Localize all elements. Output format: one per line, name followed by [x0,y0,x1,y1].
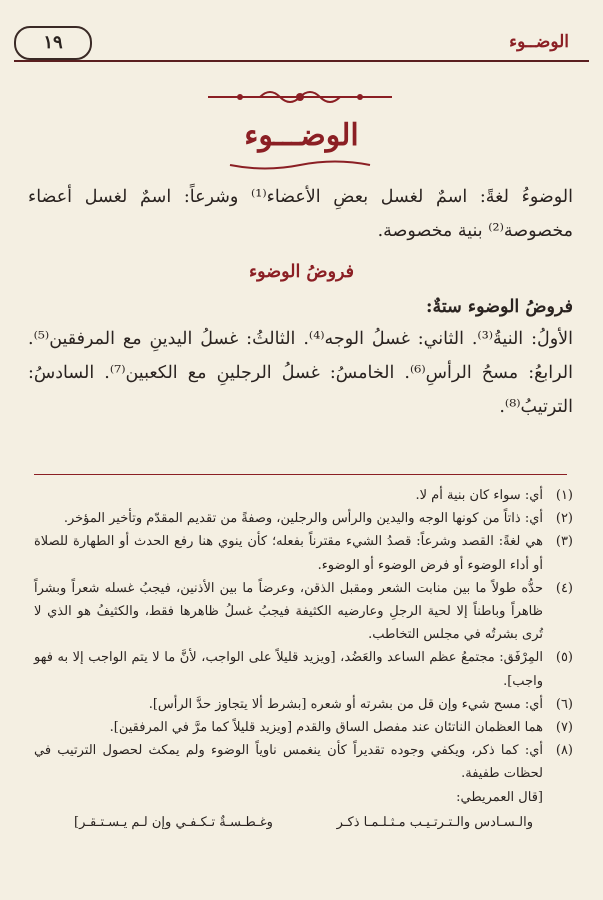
footnote-text: المِرْفَق: مجتمعُ عظم الساعد والعَضُد، [ويزيد قليلاً على الواجب، لأنَّ ما لا يتم الواجب إلا به فهو واجب]. [34,650,543,689]
footnote-number: (٤) [555,580,573,596]
page-number: ١٩ [14,26,92,60]
footnote-number: (٦) [555,696,573,712]
obligations-list: الأولُ: النيةُ⁽³⁾. الثاني: غسلُ الوجه⁽⁴⁾. الثالثُ: غسلُ اليدينِ مع المرفقين⁽⁵⁾. الرابعُ: مسحُ الرأسِ⁽⁶⁾. الخامسُ: غسلُ الرجلينِ مع الكعبين⁽⁷⁾. السادسُ: الترتيبُ⁽⁸⁾. [28,329,573,417]
footnote-item [34,739,573,785]
footnote-separator [34,474,567,475]
footnote-number: (١) [555,488,573,503]
footnote-item [34,646,573,692]
footnote-number: (٨) [555,743,573,759]
ornament-icon [200,85,400,109]
footnote-text: هما العظمان الناتئان عند مفصل الساق والقدم [ويزيد قليلاً كما مرَّ في المرفقين]. [109,720,543,736]
verse [34,811,573,834]
footnote-text: أي: مسح شيء وإن قل من بشرته أو شعره [بشرط ألا يتجاوز حدَّ الرأس]. [148,696,543,712]
obligations-intro: فروضُ الوضوء ستةٌ: [426,297,573,317]
footnote-text: أي: ذاتاً من كونها الوجه واليدين والرأس والرجلين، وصفةً من تقديم المقدّم وتأخير المؤخر. [63,511,543,527]
footnote-item [34,577,573,647]
footnote-number: (٥) [555,650,573,666]
footnote-number: (٢) [555,511,573,527]
verse-left-hemistich: وغـطـسـةٌ تـكـفـي وإن لـم يـسـتـقـر] [74,814,273,830]
footnote-text: أي: سواء كان بنية أم لا. [415,488,543,503]
footnote-item [34,530,573,576]
footnotes [34,484,573,834]
footnote-item [34,484,573,507]
footnote-number: (٣) [555,534,573,550]
section-heading: فروضُ الوضوء [248,262,355,282]
header-rule [14,60,589,62]
verse-intro: [قال العمريطي: [456,789,543,805]
footnote-item [34,693,573,716]
footnote-item [34,507,573,530]
chapter-title: الوضـــوء [244,118,359,153]
footnote-text: أي: كما ذكر، ويكفي وجوده تقديراً كأن ينغمس ناوياً الوضوء ولم يمكث لحصول الترتيب في لحظات طفيفة. [34,743,543,782]
footnote-text: حدُّه طولاً ما بين منابت الشعر ومقبل الذقن، وعرضاً ما بين الأذنين، فيجبُ غسله شعراً وبشراً ظاهراً وباطناً إلا لحية الرجلِ وعارضيه الكثيفة فيجبُ غسلُ ظاهرها فقط، والكثيفُ هو الذي لا تُرى بشرتُه في مجلس التخاطب. [34,580,543,643]
verse-right-hemistich: والـسـادس والـتـرتـيـب مـثـلـمـا ذكـر [336,814,533,830]
running-title: الوضــوء [509,32,569,52]
footnote-number: (٧) [555,720,573,736]
footnote-item [34,716,573,739]
definition-paragraph: الوضوءُ لغةً: اسمٌ لغسل بعضِ الأعضاء⁽¹⁾ وشرعاً: اسمٌ لغسل أعضاء مخصوصة⁽²⁾ بنية مخصوصة. [28,187,573,241]
footnote-text: هي لغةً: القصد وشرعاً: قصدُ الشيء مقترناً بفعله؛ كأن ينوي هنا رفع الحدث أو الطهارة للصلاة أو أداء الوضوء أو فرض الوضوء أو الوضوء. [34,534,543,573]
title-underline-icon [225,158,375,172]
